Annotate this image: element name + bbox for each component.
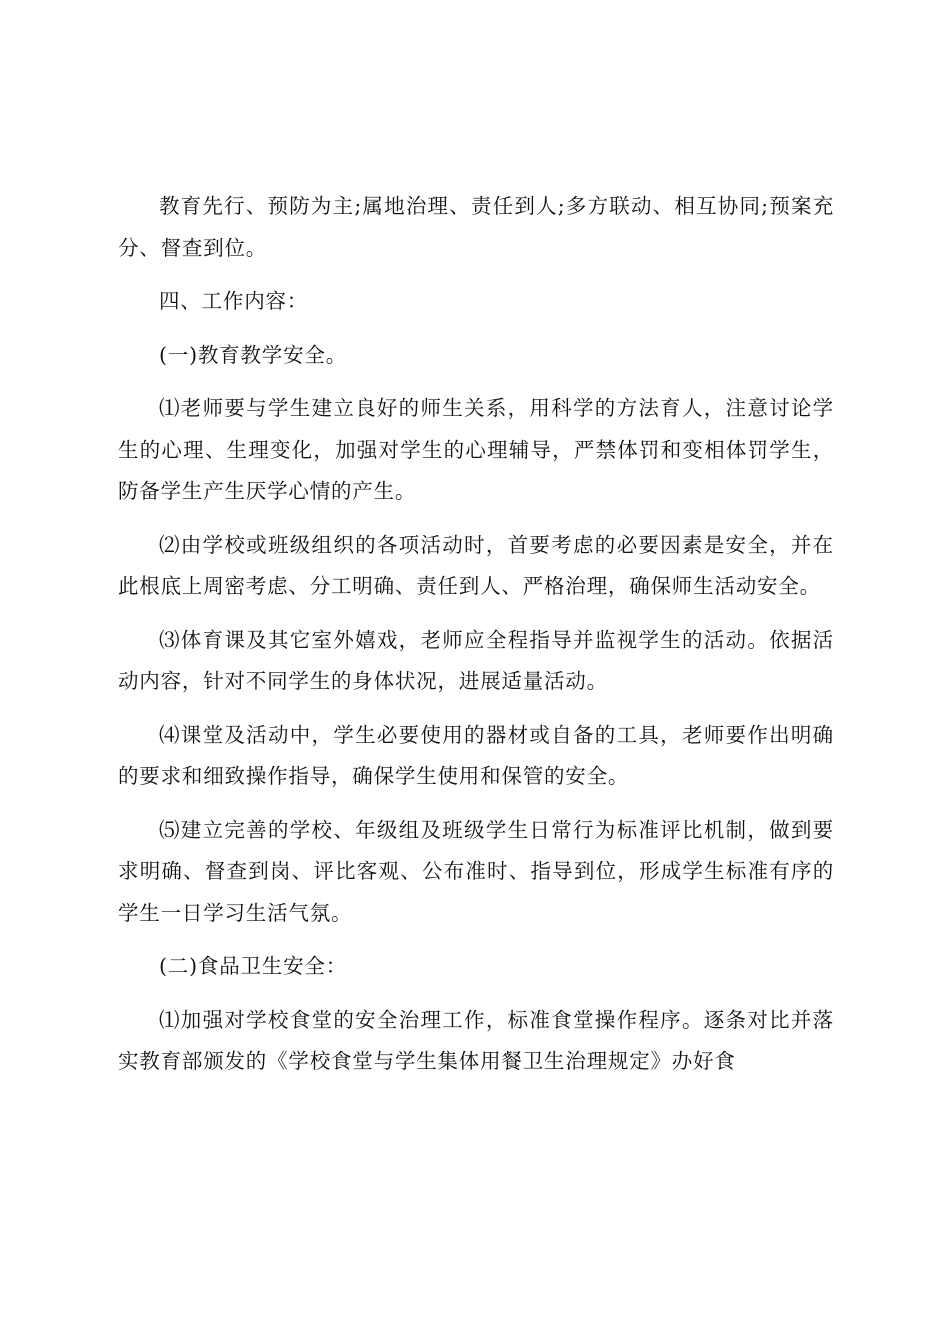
paragraph-item-2: ⑵由学校或班级组织的各项活动时，首要考虑的必要因素是安全，并在此根底上周密考虑、分工明确、责任到人、严格治理，确保师生活动安全。: [118, 532, 834, 598]
paragraph-food-item-1: ⑴加强对学校食堂的安全治理工作，标准食堂操作程序。逐条对比并落实教育部颁发的《学校食堂与学生集体用餐卫生治理规定》办好食: [118, 1007, 834, 1073]
paragraph-item-5: ⑸建立完善的学校、年级组及班级学生日常行为标准评比机制，做到要求明确、督查到岗、评比客观、公布准时、指导到位，形成学生标准有序的学生一日学习生活气氛。: [118, 817, 834, 925]
paragraph-item-1: ⑴老师要与学生建立良好的师生关系，用科学的方法育人，注意讨论学生的心理、生理变化，加强对学生的心理辅导，严禁体罚和变相体罚学生，防备学生产生厌学心情的产生。: [118, 396, 834, 503]
subheading-food-safety: (二)食品卫生安全：: [159, 954, 347, 978]
paragraph-item-3: ⑶体育课及其它室外嬉戏，老师应全程指导并监视学生的活动。依据活动内容，针对不同学生的身体状况，进展适量活动。: [118, 627, 834, 693]
paragraph-item-4: ⑷课堂及活动中，学生必要使用的器材或自备的工具，老师要作出明确的要求和细致操作指导，确保学生使用和保管的安全。: [118, 722, 834, 788]
document-body: [118, 186, 834, 1095]
subheading-teaching-safety: (一)教育教学安全。: [159, 342, 347, 367]
heading-work-content: 四、工作内容：: [159, 289, 309, 313]
paragraph-principles: 教育先行、预防为主;属地治理、责任到人;多方联动、相互协同;预案充分、督查到位。: [118, 194, 834, 260]
